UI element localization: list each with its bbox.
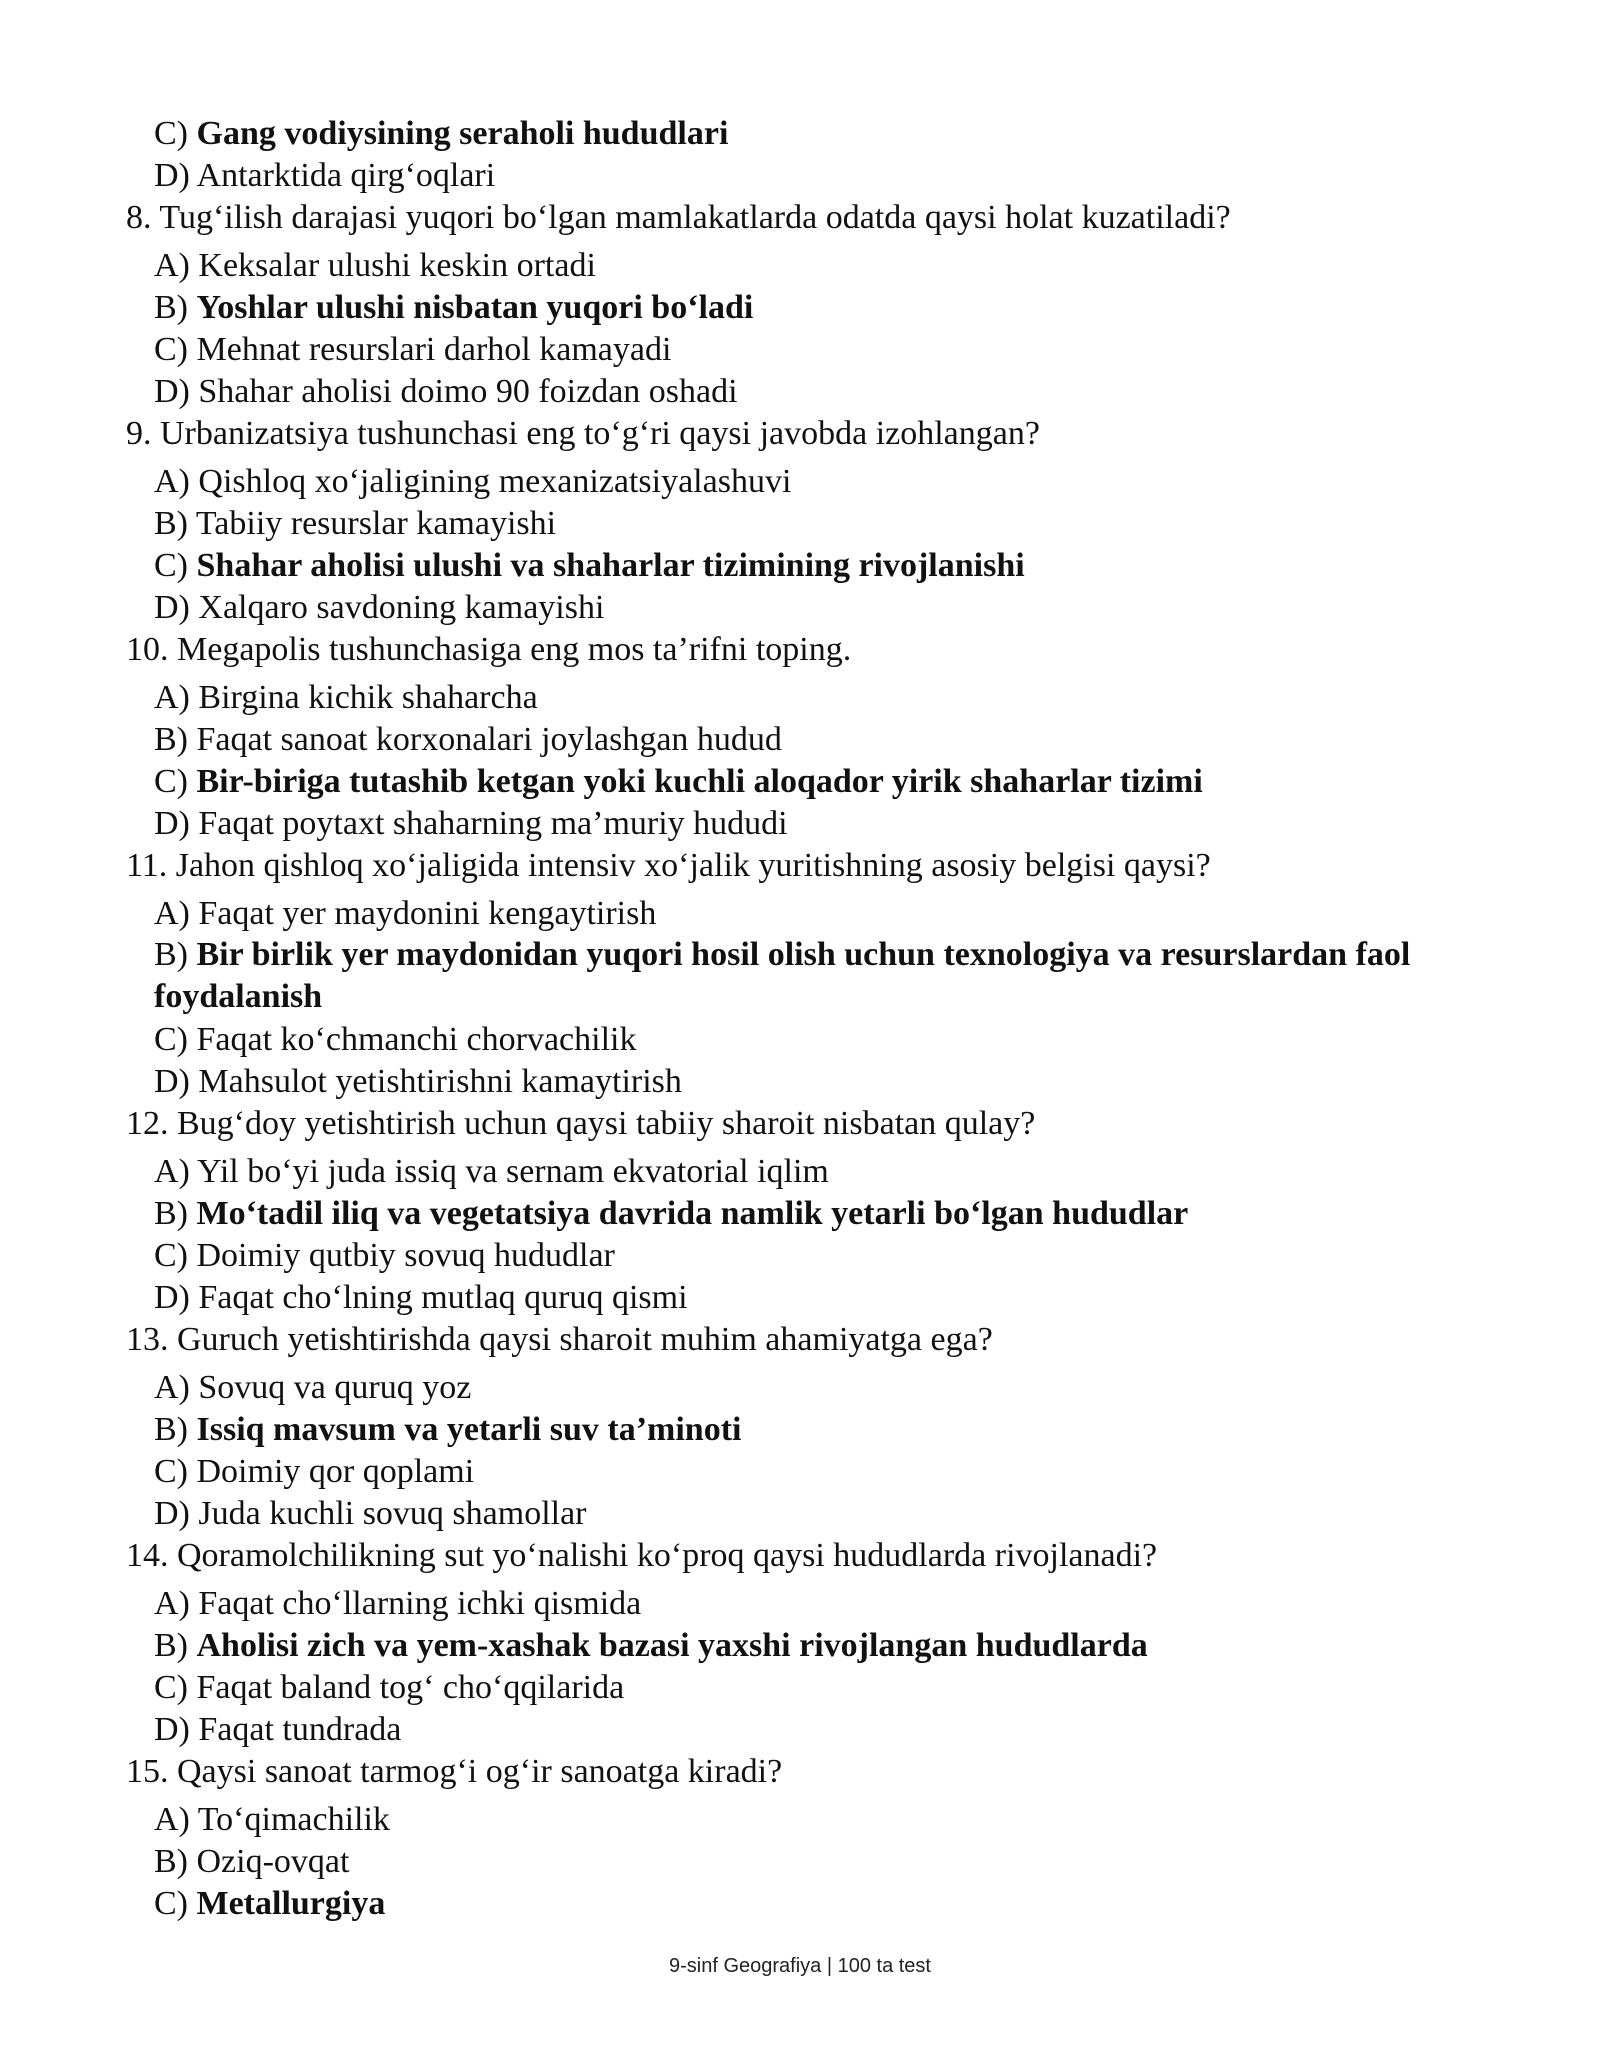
option-letter: A) bbox=[154, 679, 190, 716]
option-letter: D) bbox=[154, 157, 190, 194]
option-text: Faqat cho‘llarning ichki qismida bbox=[198, 1585, 642, 1622]
question-text: 10. Megapolis tushunchasiga eng mos ta’rifni toping. bbox=[126, 631, 852, 668]
option-text: Tabiiy resurslar kamayishi bbox=[195, 505, 557, 542]
correct-answer-text: Aholisi zich va yem-xashak bazasi yaxshi rivojlangan hududlarda bbox=[196, 1627, 1148, 1664]
answer-option bbox=[126, 1840, 1466, 1882]
answer-option bbox=[126, 760, 1466, 802]
answer-option bbox=[126, 1366, 1466, 1408]
option-text: Faqat poytaxt shaharning ma’muriy hududi bbox=[198, 805, 788, 842]
answer-option bbox=[126, 286, 1466, 328]
answer-option bbox=[126, 154, 1466, 196]
question-text: 9. Urbanizatsiya tushunchasi eng to‘g‘ri qaysi javobda izohlangan? bbox=[126, 415, 1040, 452]
option-text: Faqat yer maydonini kengaytirish bbox=[198, 895, 657, 932]
answer-option bbox=[126, 1666, 1466, 1708]
answer-option bbox=[126, 370, 1466, 412]
answer-option bbox=[126, 1882, 1466, 1924]
question-text: 14. Qoramolchilikning sut yo‘nalishi ko‘proq qaysi hududlarda rivojlanadi? bbox=[126, 1537, 1158, 1574]
option-letter: B) bbox=[154, 1627, 188, 1664]
option-letter: B) bbox=[154, 289, 188, 326]
option-letter: B) bbox=[154, 1195, 188, 1232]
option-letter: B) bbox=[154, 505, 188, 542]
correct-answer-text: Metallurgiya bbox=[196, 1885, 386, 1922]
option-letter: B) bbox=[154, 1411, 188, 1448]
option-text: Antarktida qirg‘oqlari bbox=[196, 157, 496, 194]
option-letter: A) bbox=[154, 463, 190, 500]
option-text: Doimiy qor qoplami bbox=[196, 1453, 475, 1490]
answer-option bbox=[126, 1624, 1466, 1666]
correct-answer-text: Bir-biriga tutashib ketgan yoki kuchli aloqador yirik shaharlar tizimi bbox=[196, 763, 1203, 800]
option-letter: A) bbox=[154, 1801, 190, 1838]
option-text: Mehnat resurslari darhol kamayadi bbox=[196, 331, 672, 368]
option-letter: C) bbox=[154, 547, 188, 584]
option-letter: D) bbox=[154, 1495, 190, 1532]
option-letter: C) bbox=[154, 1453, 188, 1490]
option-letter: B) bbox=[154, 721, 188, 758]
option-text: Mahsulot yetishtirishni kamaytirish bbox=[198, 1063, 682, 1100]
option-text: Faqat tundrada bbox=[198, 1711, 402, 1748]
option-letter: B) bbox=[154, 936, 188, 973]
answer-option bbox=[126, 1234, 1466, 1276]
option-text: Xalqaro savdoning kamayishi bbox=[198, 589, 605, 626]
option-text: Oziq-ovqat bbox=[196, 1843, 350, 1880]
answer-option bbox=[126, 1708, 1466, 1750]
option-letter: C) bbox=[154, 1237, 188, 1274]
question-text: 15. Qaysi sanoat tarmog‘i og‘ir sanoatga kiradi? bbox=[126, 1753, 783, 1790]
question-text: 12. Bug‘doy yetishtirish uchun qaysi tabiiy sharoit nisbatan qulay? bbox=[126, 1105, 1036, 1142]
option-text: Faqat ko‘chmanchi chorvachilik bbox=[196, 1021, 637, 1058]
option-letter: C) bbox=[154, 115, 188, 152]
option-letter: A) bbox=[154, 1585, 190, 1622]
option-text: Doimiy qutbiy sovuq hududlar bbox=[196, 1237, 615, 1274]
option-letter: B) bbox=[154, 1843, 188, 1880]
answer-option bbox=[126, 1798, 1466, 1840]
option-letter: D) bbox=[154, 1063, 190, 1100]
option-text: Shahar aholisi doimo 90 foizdan oshadi bbox=[198, 373, 738, 410]
test-questions-list bbox=[126, 112, 1466, 1924]
answer-option bbox=[126, 1150, 1466, 1192]
option-letter: D) bbox=[154, 589, 190, 626]
answer-option bbox=[126, 502, 1466, 544]
correct-answer-text: Bir birlik yer maydonidan yuqori hosil olish uchun texnologiya va resurslardan faol foydalanish bbox=[154, 936, 1411, 1015]
option-letter: A) bbox=[154, 895, 190, 932]
answer-option bbox=[126, 1582, 1466, 1624]
option-text: Sovuq va quruq yoz bbox=[198, 1369, 472, 1406]
option-text: To‘qimachilik bbox=[197, 1801, 390, 1838]
question-text: 13. Guruch yetishtirishda qaysi sharoit muhim ahamiyatga ega? bbox=[126, 1321, 993, 1358]
answer-option bbox=[126, 676, 1466, 718]
answer-option bbox=[126, 544, 1466, 586]
question-text: 8. Tug‘ilish darajasi yuqori bo‘lgan mamlakatlarda odatda qaysi holat kuzatiladi? bbox=[126, 199, 1231, 236]
page-footer: 9-sinf Geografiya | 100 ta test bbox=[668, 1955, 931, 1977]
option-text: Juda kuchli sovuq shamollar bbox=[198, 1495, 587, 1532]
option-text: Keksalar ulushi keskin ortadi bbox=[198, 247, 596, 284]
option-letter: C) bbox=[154, 1021, 188, 1058]
correct-answer-text: Mo‘tadil iliq va vegetatsiya davrida namlik yetarli bo‘lgan hududlar bbox=[196, 1195, 1189, 1232]
option-letter: D) bbox=[154, 805, 190, 842]
answer-option bbox=[126, 1276, 1466, 1318]
answer-option bbox=[126, 112, 1466, 154]
answer-option bbox=[126, 1192, 1466, 1234]
answer-option bbox=[126, 718, 1466, 760]
correct-answer-text: Gang vodiysining seraholi hududlari bbox=[196, 115, 729, 152]
answer-option bbox=[126, 1492, 1466, 1534]
option-letter: C) bbox=[154, 763, 188, 800]
option-text: Yil bo‘yi juda issiq va sernam ekvatorial iqlim bbox=[197, 1153, 829, 1190]
option-letter: D) bbox=[154, 373, 190, 410]
option-letter: C) bbox=[154, 331, 188, 368]
option-letter: C) bbox=[154, 1885, 188, 1922]
option-text: Qishloq xo‘jaligining mexanizatsiyalashuvi bbox=[198, 463, 792, 500]
answer-option bbox=[126, 586, 1466, 628]
answer-option bbox=[126, 1408, 1466, 1450]
option-letter: D) bbox=[154, 1711, 190, 1748]
option-text: Faqat cho‘lning mutlaq quruq qismi bbox=[198, 1279, 688, 1316]
option-text: Faqat baland tog‘ cho‘qqilarida bbox=[196, 1669, 625, 1706]
option-letter: C) bbox=[154, 1669, 188, 1706]
answer-option bbox=[126, 460, 1466, 502]
option-text: Birgina kichik shaharcha bbox=[198, 679, 538, 716]
answer-option bbox=[126, 892, 1466, 934]
question-text: 11. Jahon qishloq xo‘jaligida intensiv xo‘jalik yuritishning asosiy belgisi qaysi? bbox=[126, 847, 1211, 884]
correct-answer-text: Shahar aholisi ulushi va shaharlar tizimining rivojlanishi bbox=[196, 547, 1025, 584]
correct-answer-text: Yoshlar ulushi nisbatan yuqori bo‘ladi bbox=[196, 289, 754, 326]
option-text: Faqat sanoat korxonalari joylashgan hudud bbox=[196, 721, 782, 758]
correct-answer-text: Issiq mavsum va yetarli suv ta’minoti bbox=[196, 1411, 742, 1448]
option-letter: D) bbox=[154, 1279, 190, 1316]
answer-option bbox=[126, 1450, 1466, 1492]
option-letter: A) bbox=[154, 1153, 190, 1190]
answer-option bbox=[126, 1018, 1466, 1060]
option-letter: A) bbox=[154, 247, 190, 284]
answer-option bbox=[126, 934, 1466, 1018]
answer-option bbox=[126, 1060, 1466, 1102]
answer-option bbox=[126, 328, 1466, 370]
answer-option bbox=[126, 802, 1466, 844]
answer-option bbox=[126, 244, 1466, 286]
option-letter: A) bbox=[154, 1369, 190, 1406]
